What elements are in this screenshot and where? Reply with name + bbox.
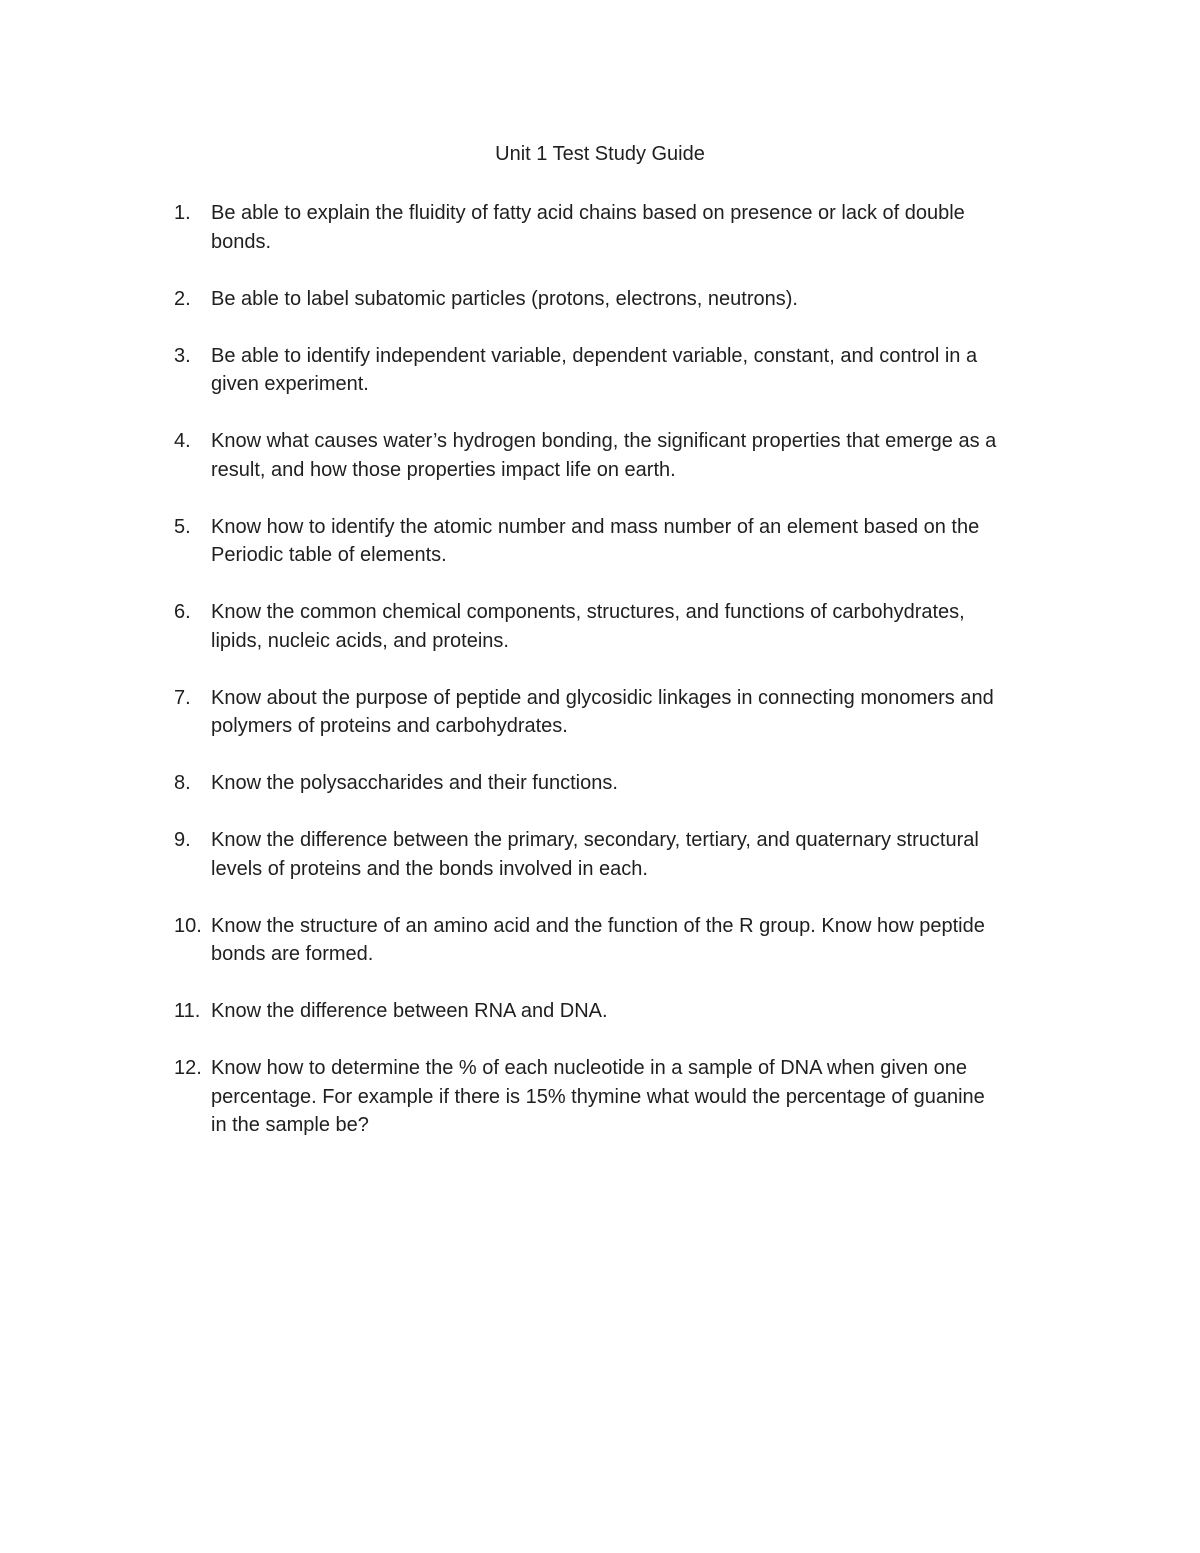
question-text: Know how to determine the % of each nucleotide in a sample of DNA when given one percentage. For example if there is 15% thymine what would the percentage of guanine in the sample be?: [211, 1057, 985, 1136]
question-text: Be able to label subatomic particles (protons, electrons, neutrons).: [211, 287, 798, 310]
question-number: 9.: [174, 829, 191, 851]
list-item: [174, 1054, 1074, 1140]
list-item: [174, 199, 1074, 256]
list-item: [174, 285, 1074, 314]
question-text: Know the polysaccharides and their functions.: [211, 772, 618, 794]
list-item: [174, 769, 1074, 798]
question-text: Know how to identify the atomic number and mass number of an element based on the Periodic table of elements.: [211, 515, 980, 566]
question-text: Know the difference between RNA and DNA.: [211, 1000, 608, 1022]
question-text: Know the structure of an amino acid and the function of the R group. Know how peptide bonds are formed.: [211, 914, 985, 965]
question-number: 8.: [174, 772, 191, 794]
question-text: Know about the purpose of peptide and glycosidic linkages in connecting monomers and polymers of proteins and carbohydrates.: [211, 686, 994, 737]
list-item: [174, 342, 1074, 399]
list-item: [174, 826, 1074, 883]
question-number: 6.: [174, 601, 191, 623]
question-number: 10.: [174, 914, 202, 937]
question-text: Be able to identify independent variable, dependent variable, constant, and control in a given experiment.: [211, 344, 978, 395]
question-text: Be able to explain the fluidity of fatty acid chains based on presence or lack of double bonds.: [211, 202, 965, 253]
question-list: [174, 199, 1074, 1168]
list-item: [174, 997, 1074, 1026]
question-number: 4.: [174, 430, 191, 452]
question-number: 1.: [174, 202, 191, 224]
question-number: 11.: [174, 1000, 201, 1022]
question-number: 7.: [174, 686, 191, 709]
document-title: Unit 1 Test Study Guide: [495, 143, 705, 165]
list-item: [174, 598, 1074, 655]
question-text: Know what causes water’s hydrogen bonding, the significant properties that emerge as a result, and how those properties impact life on earth.: [211, 430, 997, 481]
list-item: [174, 513, 1074, 570]
question-number: 2.: [174, 287, 191, 310]
question-text: Know the common chemical components, structures, and functions of carbohydrates, lipids, nucleic acids, and proteins.: [211, 601, 965, 652]
question-text: Know the difference between the primary, secondary, tertiary, and quaternary structural levels of proteins and the bonds involved in each.: [211, 829, 979, 880]
question-number: 3.: [174, 344, 191, 367]
list-item: [174, 912, 1074, 969]
list-item: [174, 427, 1074, 484]
question-number: 5.: [174, 515, 191, 538]
list-item: [174, 684, 1074, 741]
question-number: 12.: [174, 1057, 202, 1079]
